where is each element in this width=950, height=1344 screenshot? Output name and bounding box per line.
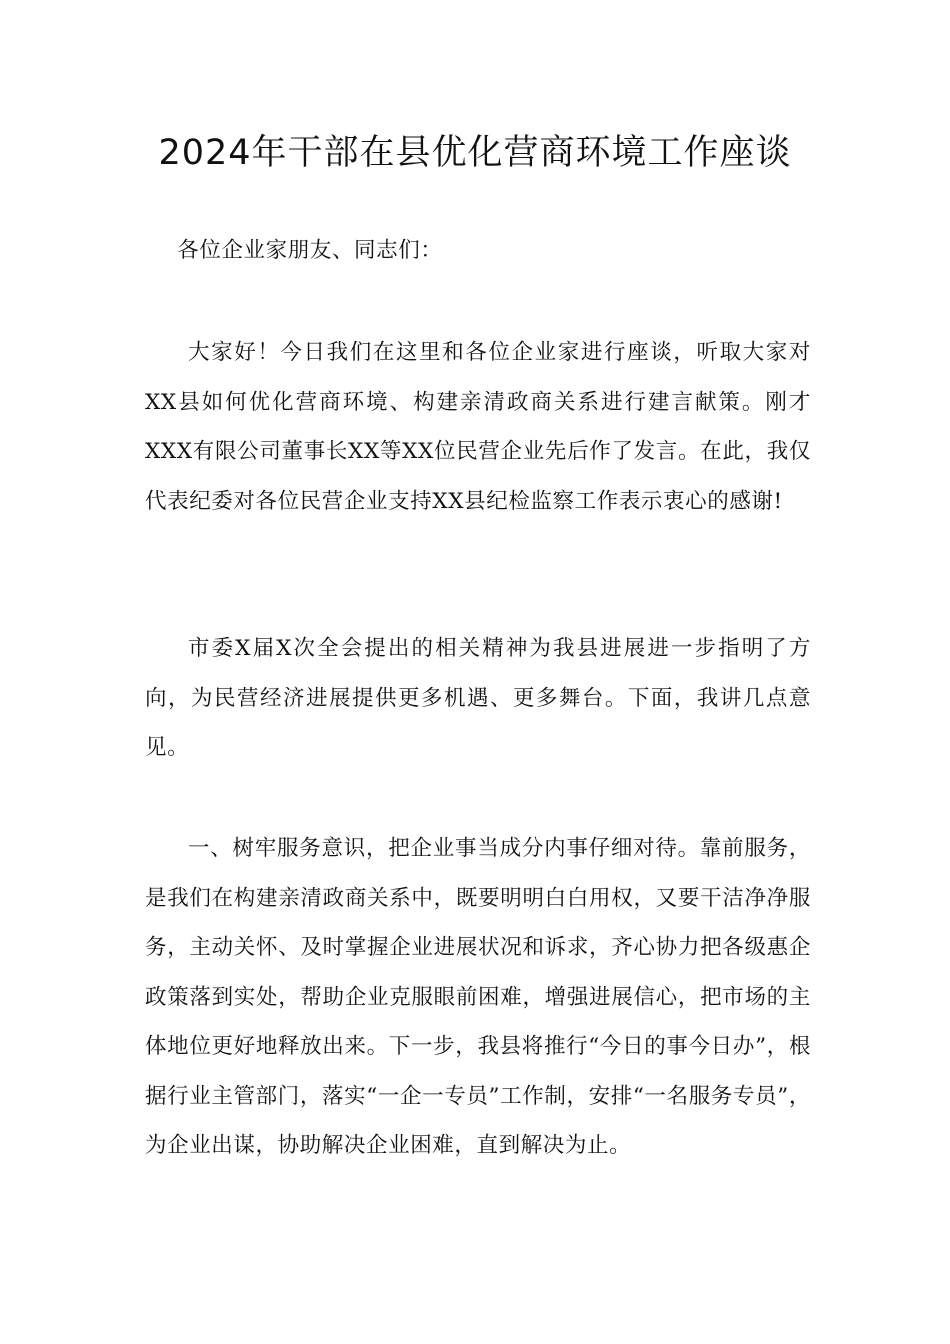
greeting-line: 各位企业家朋友、同志们：	[177, 238, 443, 263]
paragraph-opening: 大家好！今日我们在这里和各位企业家进行座谈，听取大家对XX县如何优化营商环境、构建亲清政商关系进行建言献策。刚才XXX有限公司董事长XX等XX位民营企业先后作了发言。在此，我仅代表纪委对各位民营企业支持XX县纪检监察工作表示衷心的感谢!	[145, 340, 811, 514]
paragraph-direction: 市委X届X次全会提出的相关精神为我县进展进一步指明了方向，为民营经济进展提供更多机遇、更多舞台。下面，我讲几点意见。	[145, 636, 811, 760]
document-title: 2024年干部在县优化营商环境工作座谈	[158, 133, 792, 173]
paragraph-service-awareness: 一、树牢服务意识，把企业事当成分内事仔细对待。靠前服务，是我们在构建亲清政商关系中，既要明明白白用权，又要干洁净净服务，主动关怀、及时掌握企业进展状况和诉求，齐心协力把各级惠企政策落到实处，帮助企业克服眼前困难，增强进展信心，把市场的主体地位更好地释放出来。下一步，我县将推行“今日的事今日办”，根据行业主管部门，落实“一企一专员”工作制，安排“一名服务专员”，为企业出谋，协助解决企业困难，直到解决为止。	[145, 836, 811, 1158]
